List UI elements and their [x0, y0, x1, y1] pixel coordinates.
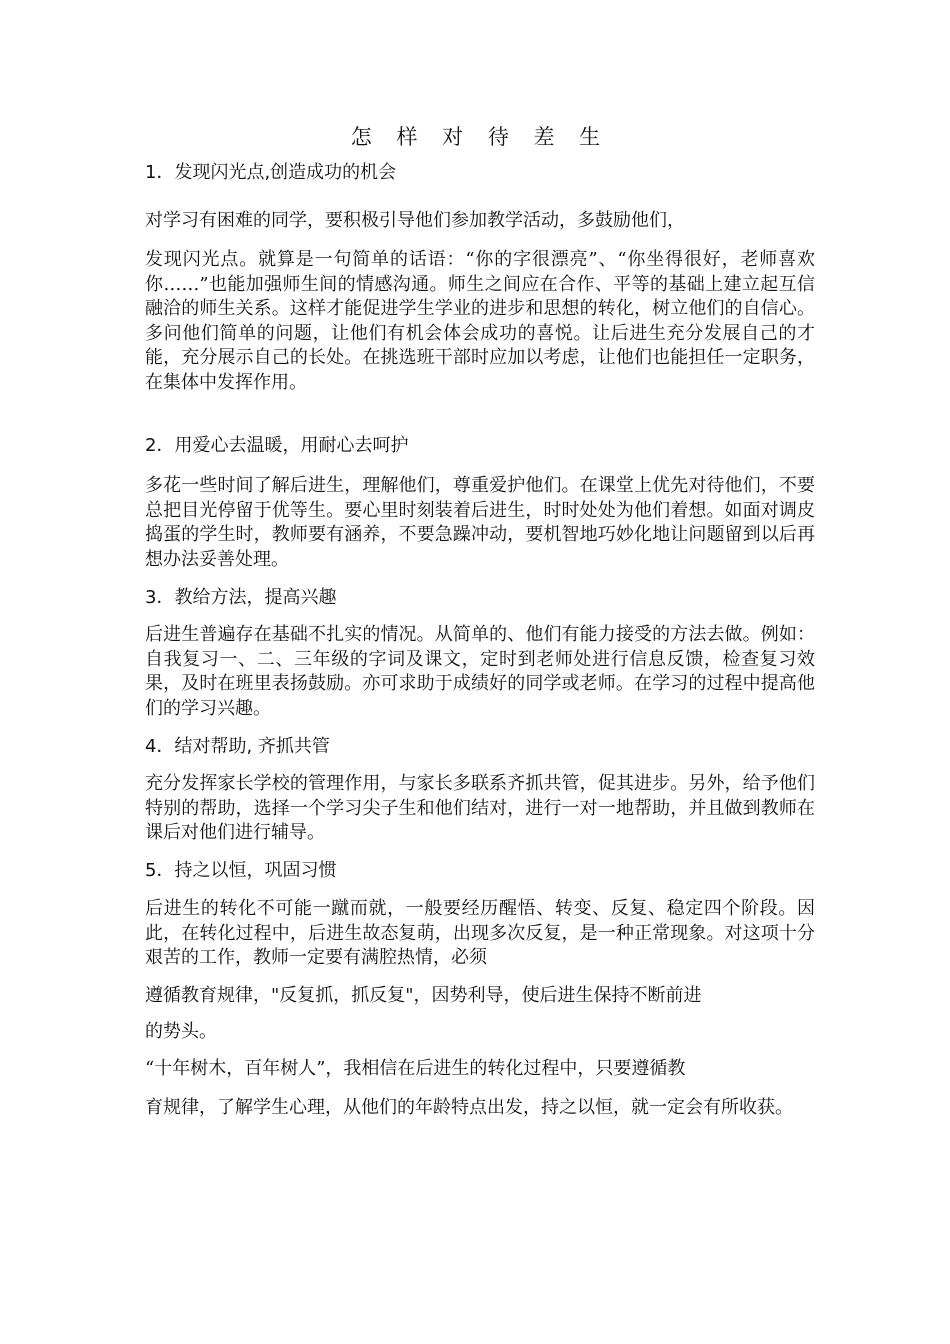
section-4-heading: 4．结对帮助, 齐抓共管 [145, 736, 330, 757]
section-4-paragraph-1: 充分发挥家长学校的管理作用，与家长多联系齐抓共管，促其进步。另外，给予他们特别的帮助，选择一个学习尖子生和他们结对，进行一对一地帮助，并且做到教师在课后对他们进行辅导。 [145, 773, 815, 844]
section-2-heading: 2．用爱心去温暖，用耐心去呵护 [145, 435, 409, 456]
section-1-paragraph-2: 发现闪光点。就算是一句简单的话语：“你的字很漂亮”、“你坐得很好，老师喜欢你……”也能加强师生间的情感沟通。师生之间应在合作、平等的基础上建立起互信融洽的师生关系。这样才能促进学生学业的进步和思想的转化，树立他们的自信心。多问他们简单的问题，让他们有机会体会成功的喜悦。让后进生充分发展自己的才能，充分展示自己的长处。在挑选班干部时应加以考虑，让他们也能担任一定职务，在集体中发挥作用。 [145, 249, 815, 393]
closing-paragraph-2: 育规律，了解学生心理，从他们的年龄特点出发，持之以恒，就一定会有所收获。 [145, 1097, 793, 1118]
section-5-paragraph-3: 的势头。 [145, 1021, 217, 1042]
section-3-heading: 3．教给方法，提高兴趣 [145, 587, 337, 608]
section-5-paragraph-1: 后进生的转化不可能一蹴而就，一般要经历醒悟、转变、反复、稳定四个阶段。因此，在转化过程中，后进生故态复萌，出现多次反复，是一种正常现象。对这项十分艰苦的工作，教师一定要有满腔热情，必须 [145, 898, 815, 969]
section-1-heading: 1．发现闪光点,创造成功的机会 [145, 162, 397, 183]
section-5-heading: 5．持之以恒，巩固习惯 [145, 860, 337, 881]
section-2-paragraph-1: 多花一些时间了解后进生，理解他们，尊重爱护他们。在课堂上优先对待他们，不要总把目光停留于优等生。要心里时刻装着后进生，时时处处为他们着想。如面对调皮捣蛋的学生时，教师要有涵养，不要急躁冲动，要机智地巧妙化地让问题留到以后再想办法妥善处理。 [145, 475, 815, 570]
section-3-paragraph-1: 后进生普遍存在基础不扎实的情况。从简单的、他们有能力接受的方法去做。例如：自我复习一、二、三年级的字词及课文，定时到老师处进行信息反馈，检查复习效果，及时在班里表扬鼓励。亦可求助于成绩好的同学或老师。在学习的过程中提高他们的学习兴趣。 [145, 624, 815, 719]
section-5-paragraph-2: 遵循教育规律，"反复抓，抓反复"，因势利导，使后进生保持不断前进 [145, 985, 702, 1006]
section-1-paragraph-1: 对学习有困难的同学，要积极引导他们参加教学活动，多鼓励他们， [145, 210, 685, 231]
closing-paragraph-1: “十年树木，百年树人”，我相信在后进生的转化过程中，只要遵循教 [145, 1058, 686, 1079]
document-title: 怎 样 对 待 差 生 [350, 125, 610, 149]
